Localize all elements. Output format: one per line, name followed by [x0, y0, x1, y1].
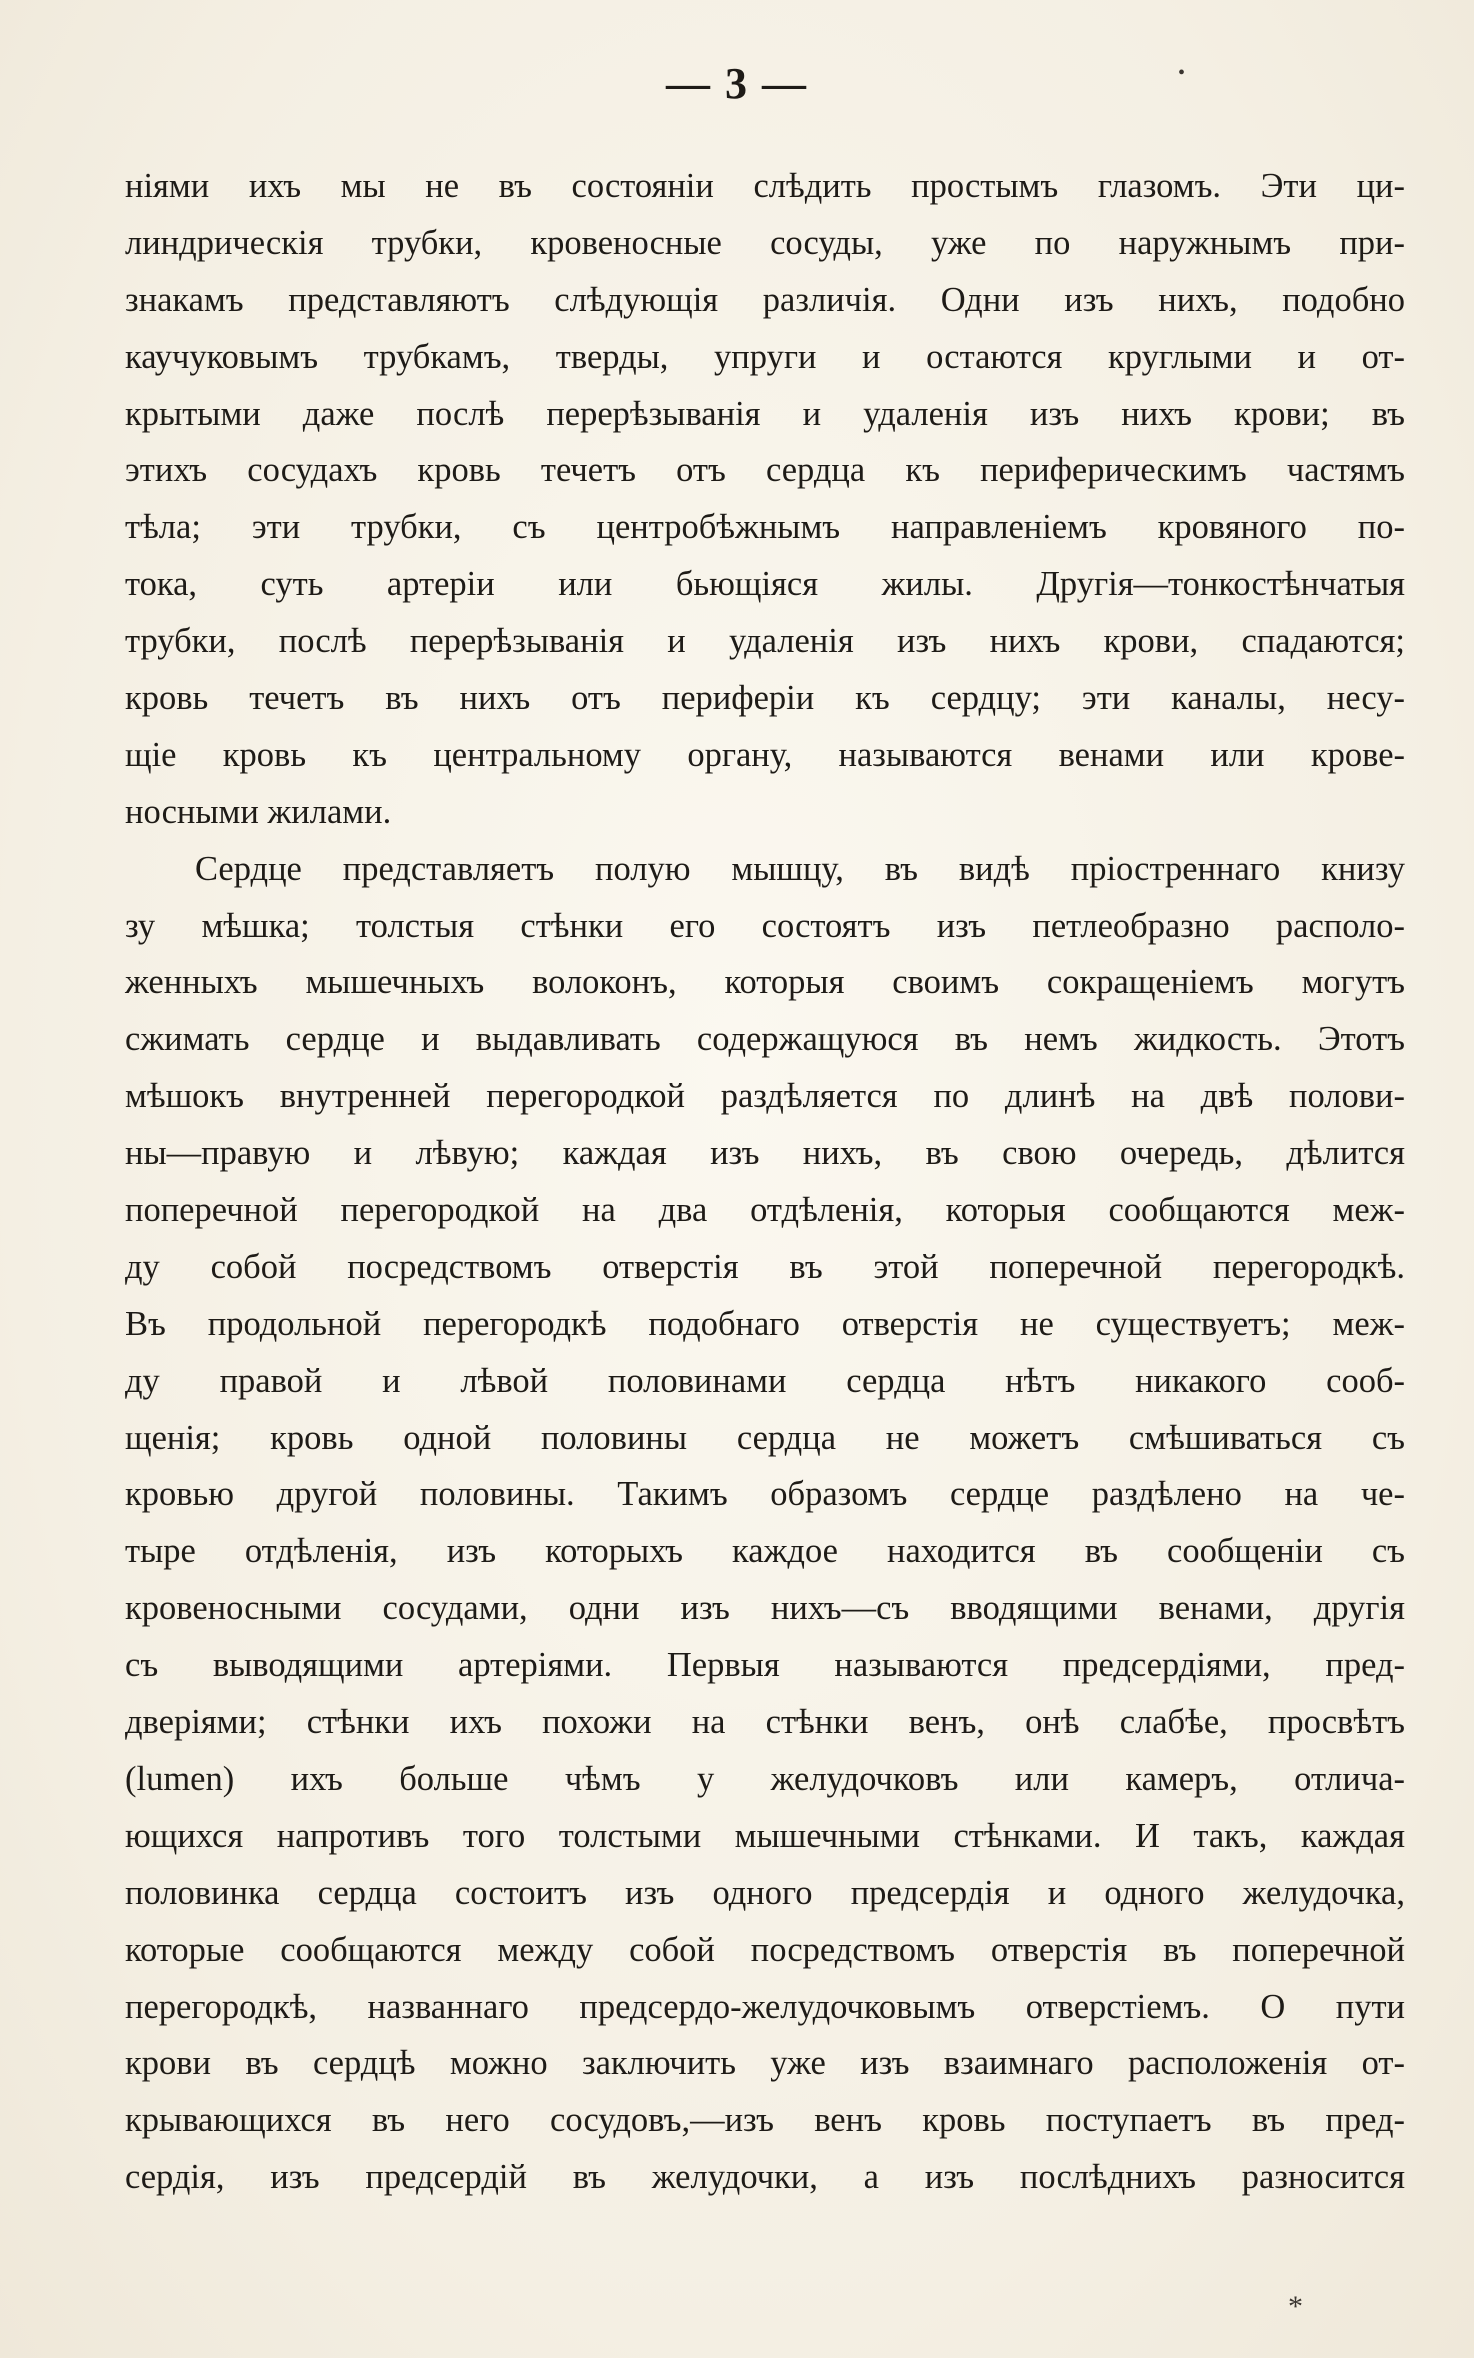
- text-line: носными жилами.: [125, 792, 392, 831]
- text-line: мѣшокъ внутренней перегородкой раздѣляется по длинѣ на двѣ полови-: [125, 1077, 1405, 1116]
- text-line: знакамъ представляютъ слѣдующія различія. Одни изъ нихъ, подобно: [125, 280, 1405, 319]
- text-line: (lumen) ихъ больше чѣмъ у желудочковъ или камеръ, отлича-: [125, 1759, 1405, 1798]
- ink-speck-mark: •: [1178, 62, 1186, 84]
- text-line: женныхъ мышечныхъ волоконъ, которыя своимъ сокращеніемъ могутъ: [125, 963, 1405, 1002]
- text-line: ду собой посредствомъ отверстія въ этой поперечной перегородкѣ.: [125, 1247, 1405, 1286]
- page-number: — 3 —: [666, 59, 808, 108]
- text-line: этихъ сосудахъ кровь течетъ отъ сердца къ периферическимъ частямъ: [125, 451, 1405, 490]
- text-line: кровь течетъ въ нихъ отъ периферіи къ сердцу; эти каналы, несу-: [125, 679, 1405, 718]
- text-line: тока, суть артеріи или бьющіяся жилы. Другія—тонкостѣнчатыя: [125, 565, 1405, 604]
- text-line: съ выводящими артеріями. Первыя называются предсердіями, пред-: [125, 1646, 1405, 1685]
- text-line: сжимать сердце и выдавливать содержащуюся въ немъ жидкость. Этотъ: [125, 1020, 1405, 1059]
- text-line: Въ продольной перегородкѣ подобнаго отверстія не существуетъ; меж-: [125, 1304, 1405, 1343]
- text-line: сердія, изъ предсердій въ желудочки, а изъ послѣднихъ разносится: [125, 2158, 1405, 2197]
- text-line: кровеносными сосудами, одни изъ нихъ—съ вводящими венами, другія: [125, 1589, 1405, 1628]
- text-line: крови въ сердцѣ можно заключить уже изъ взаимнаго расположенія от-: [125, 2044, 1405, 2083]
- asterisk-mark: *: [1288, 2290, 1303, 2323]
- text-line: каучуковымъ трубкамъ, тверды, упруги и остаются круглыми и от-: [125, 337, 1405, 376]
- text-line: щенія; кровь одной половины сердца не можетъ смѣшиваться съ: [125, 1418, 1405, 1457]
- text-line: ющихся напротивъ того толстыми мышечными стѣнками. И такъ, каждая: [125, 1816, 1405, 1855]
- text-line: линдрическія трубки, кровеносные сосуды, уже по наружнымъ при-: [125, 223, 1405, 262]
- paragraph-first-line: Сердце представляетъ полую мышцу, въ видѣ пріостреннаго книзу: [195, 849, 1405, 888]
- text-line: ніями ихъ мы не въ состояніи слѣдить простымъ глазомъ. Эти ци-: [125, 167, 1405, 205]
- body-text: [125, 158, 1405, 2206]
- text-line: половинка сердца состоитъ изъ одного предсердія и одного желудочка,: [125, 1873, 1405, 1912]
- text-line: перегородкѣ, названнаго предсердо-желудочковымъ отверстіемъ. О пути: [125, 1987, 1405, 2026]
- text-line: трубки, послѣ перерѣзыванія и удаленія изъ нихъ крови, спадаются;: [125, 622, 1405, 661]
- text-line: кровью другой половины. Такимъ образомъ сердце раздѣлено на че-: [125, 1475, 1405, 1514]
- text-line: ду правой и лѣвой половинами сердца нѣтъ никакого сооб-: [125, 1361, 1405, 1400]
- text-line: крывающихся въ него сосудовъ,—изъ венъ кровь поступаетъ въ пред-: [125, 2101, 1405, 2140]
- text-line: которые сообщаются между собой посредствомъ отверстія въ поперечной: [125, 1930, 1405, 1969]
- text-line: щіе кровь къ центральному органу, называются венами или крове-: [125, 735, 1405, 774]
- text-line: ны—правую и лѣвую; каждая изъ нихъ, въ свою очередь, дѣлится: [125, 1134, 1405, 1173]
- text-line: тыре отдѣленія, изъ которыхъ каждое находится въ сообщеніи съ: [125, 1532, 1405, 1571]
- text-line: дверіями; стѣнки ихъ похожи на стѣнки венъ, онѣ слабѣе, просвѣтъ: [125, 1703, 1405, 1742]
- text-line: зу мѣшка; толстыя стѣнки его состоятъ изъ петлеобразно располо-: [125, 906, 1405, 945]
- text-line: тѣла; эти трубки, съ центробѣжнымъ направленіемъ кровяного по-: [125, 508, 1405, 547]
- text-line: поперечной перегородкой на два отдѣленія, которыя сообщаются меж-: [125, 1191, 1405, 1230]
- text-line: крытыми даже послѣ перерѣзыванія и удаленія изъ нихъ крови; въ: [125, 394, 1405, 433]
